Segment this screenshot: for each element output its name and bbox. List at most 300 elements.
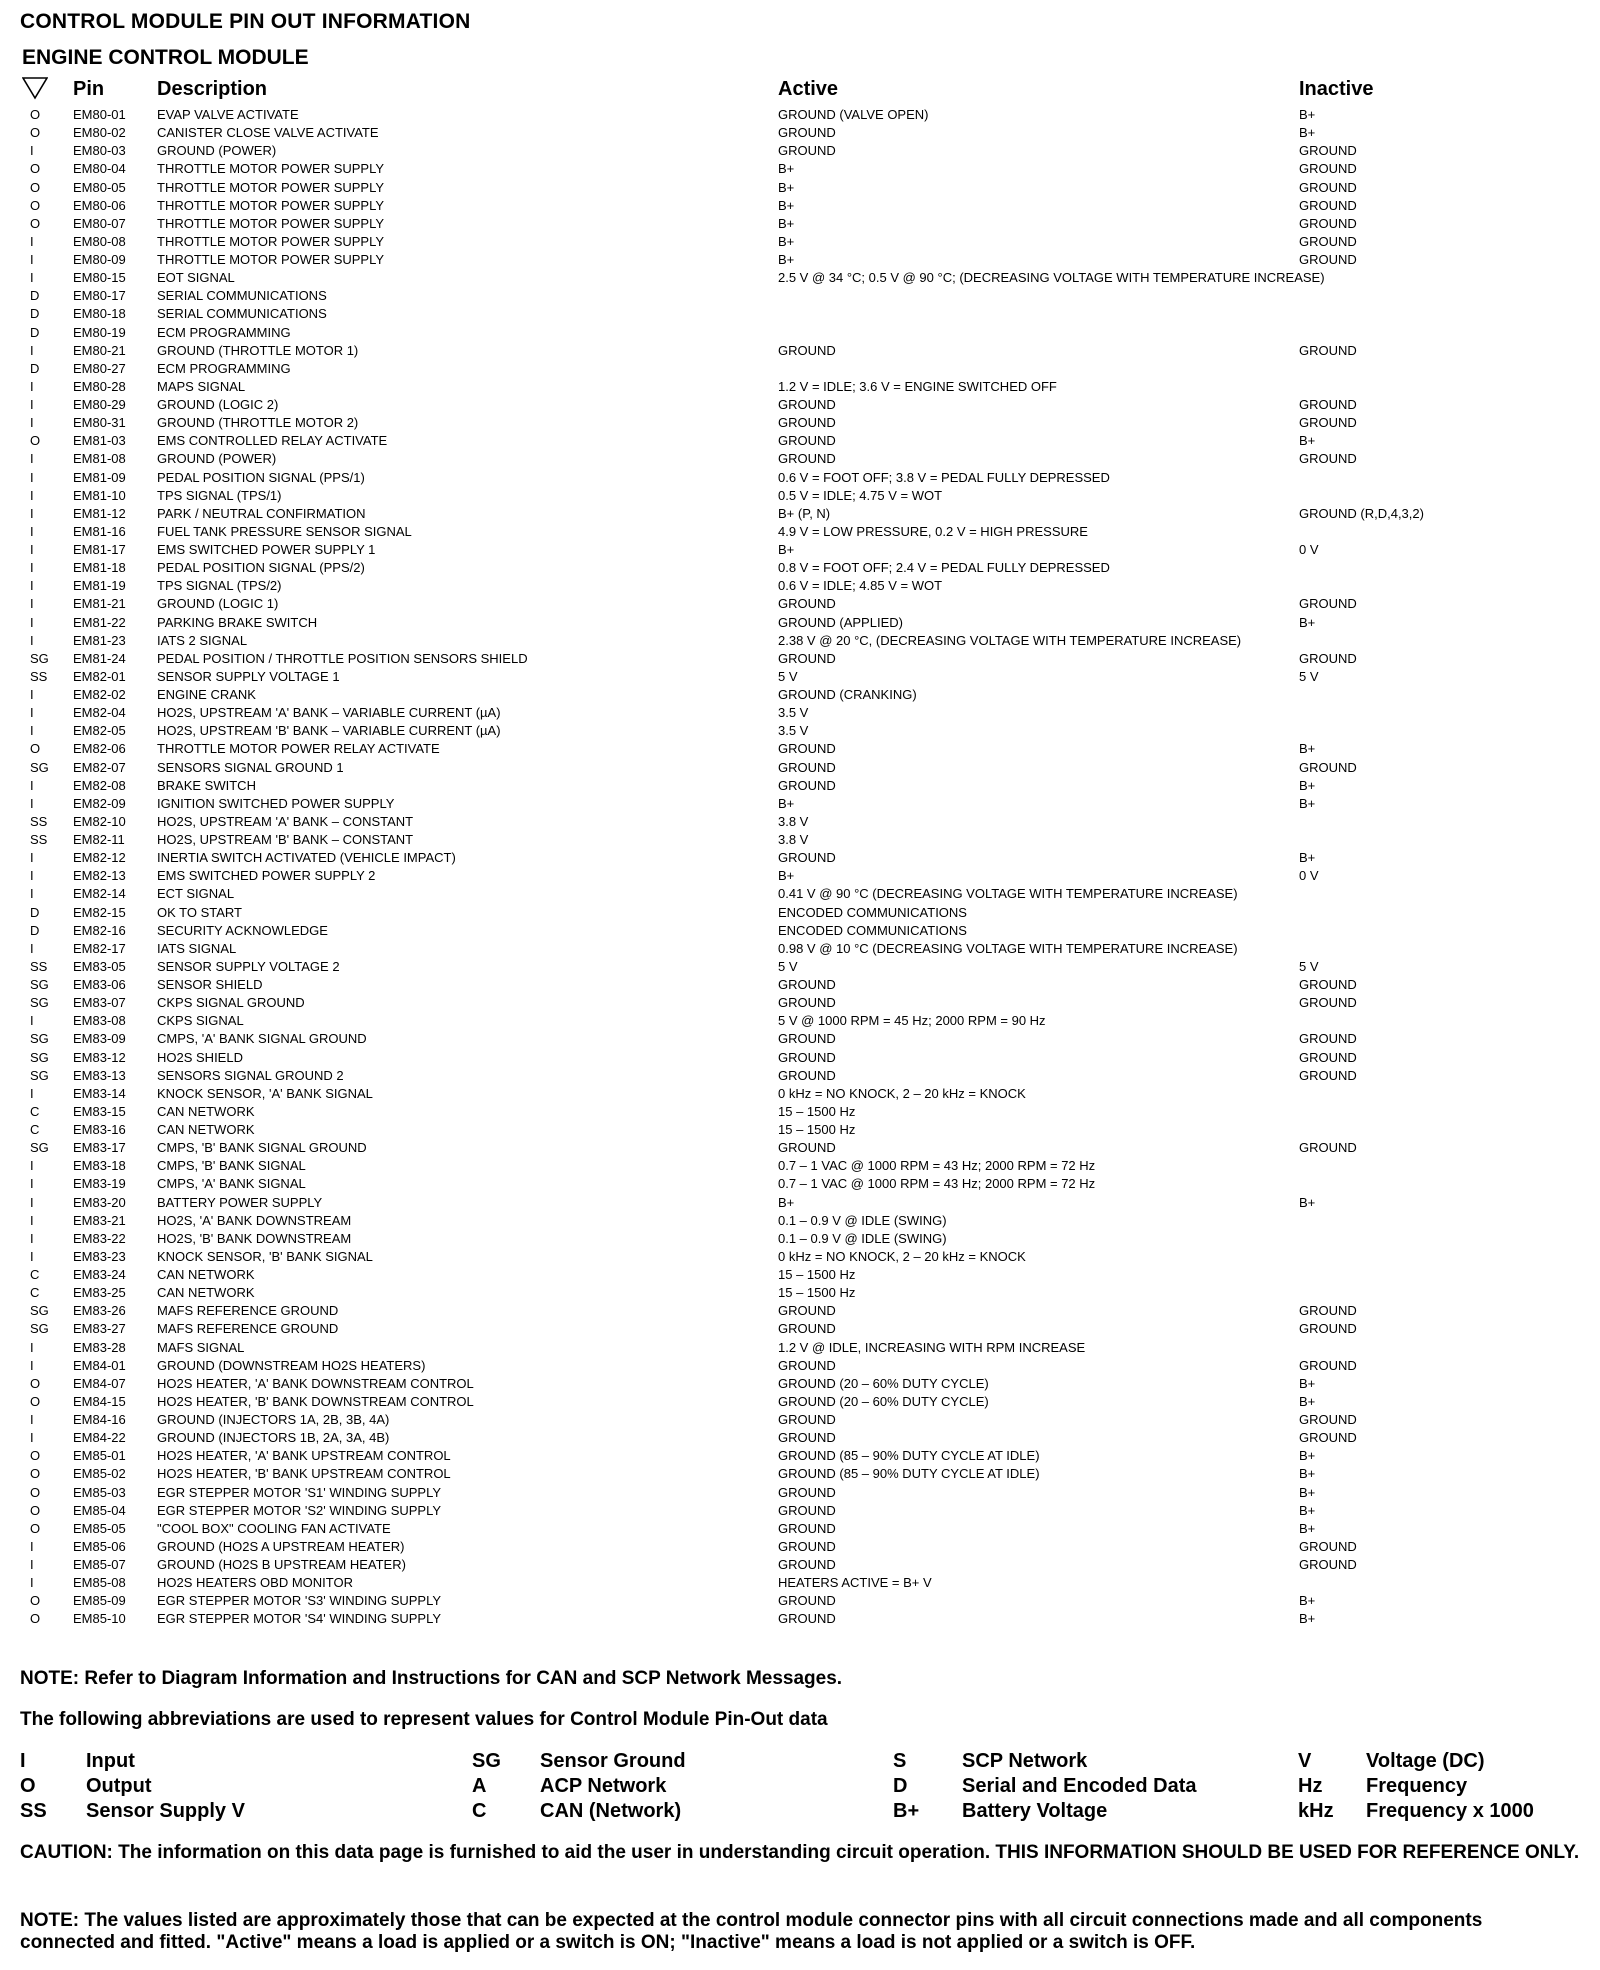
row-active: 0.1 – 0.9 V @ IDLE (SWING) — [778, 1230, 947, 1246]
row-pin: EM85-10 — [73, 1611, 126, 1627]
table-row — [0, 1520, 1600, 1538]
table-row — [0, 668, 1600, 686]
row-pin: EM83-09 — [73, 1031, 126, 1047]
row-type: SG — [30, 1321, 49, 1337]
row-active: GROUND — [778, 415, 836, 431]
abbrev-code: C — [472, 1800, 487, 1822]
table-row — [0, 1447, 1600, 1465]
row-active: GROUND — [778, 1067, 836, 1083]
row-type: I — [30, 614, 34, 630]
direction-triangle-icon — [22, 76, 48, 100]
row-description: KNOCK SENSOR, 'B' BANK SIGNAL — [157, 1248, 373, 1264]
row-description: ECT SIGNAL — [157, 886, 235, 902]
table-row — [0, 686, 1600, 704]
row-description: HO2S HEATER, 'A' BANK UPSTREAM CONTROL — [157, 1448, 451, 1464]
row-pin: EM80-21 — [73, 342, 126, 358]
row-description: BRAKE SWITCH — [157, 777, 256, 793]
row-inactive: B+ — [1299, 1520, 1316, 1536]
row-description: CMPS, 'B' BANK SIGNAL GROUND — [157, 1140, 367, 1156]
table-row — [0, 722, 1600, 740]
table-row — [0, 1375, 1600, 1393]
abbrev-meaning: CAN (Network) — [540, 1800, 682, 1822]
row-type: I — [30, 1248, 34, 1264]
row-pin: EM80-29 — [73, 397, 126, 412]
table-row — [0, 432, 1600, 450]
row-description: CMPS, 'A' BANK SIGNAL — [157, 1176, 306, 1192]
row-pin: EM83-19 — [73, 1176, 126, 1192]
row-pin: EM82-15 — [73, 904, 126, 920]
row-active: 0 kHz = NO KNOCK, 2 – 20 kHz = KNOCK — [778, 1085, 1026, 1101]
table-row — [0, 1248, 1600, 1266]
row-description: ENGINE CRANK — [157, 687, 256, 702]
row-type: I — [30, 596, 34, 612]
row-type: O — [30, 1593, 41, 1609]
row-type: O — [30, 1375, 41, 1391]
table-row — [0, 1465, 1600, 1483]
row-type: I — [30, 415, 34, 431]
row-inactive: B+ — [1299, 1466, 1316, 1482]
table-row — [0, 324, 1600, 342]
row-pin: EM82-07 — [73, 759, 126, 775]
table-row — [0, 1429, 1600, 1447]
row-type: I — [30, 469, 34, 485]
page-title: CONTROL MODULE PIN OUT INFORMATION — [20, 10, 471, 33]
row-pin: EM85-03 — [73, 1484, 126, 1500]
row-description: HO2S HEATERS OBD MONITOR — [157, 1575, 353, 1591]
table-row — [0, 1157, 1600, 1175]
row-description: GROUND (INJECTORS 1A, 2B, 3B, 4A) — [157, 1412, 390, 1427]
row-type: O — [30, 161, 41, 177]
table-row — [0, 305, 1600, 323]
row-active: GROUND — [778, 1049, 836, 1065]
row-type: I — [30, 505, 34, 521]
row-active: 0.8 V = FOOT OFF; 2.4 V = PEDAL FULLY DEPRESSED — [778, 560, 1110, 576]
table-row — [0, 595, 1600, 613]
row-inactive: 5 V — [1299, 958, 1319, 974]
row-pin: EM80-17 — [73, 288, 126, 304]
row-inactive: B+ — [1299, 433, 1316, 449]
abbrev-code: D — [893, 1775, 908, 1797]
row-inactive: GROUND — [1299, 977, 1357, 992]
row-inactive: B+ — [1299, 850, 1316, 866]
row-inactive: GROUND — [1299, 179, 1357, 195]
row-description: "COOL BOX" COOLING FAN ACTIVATE — [157, 1520, 391, 1536]
row-pin: EM83-08 — [73, 1013, 126, 1029]
row-pin: EM82-02 — [73, 687, 126, 702]
row-description: THROTTLE MOTOR POWER SUPPLY — [157, 197, 385, 213]
row-description: ECM PROGRAMMING — [157, 360, 291, 376]
row-type: I — [30, 777, 34, 793]
row-description: GROUND (POWER) — [157, 143, 277, 159]
row-pin: EM80-08 — [73, 233, 126, 249]
row-pin: EM83-20 — [73, 1194, 126, 1210]
row-active: GROUND — [778, 650, 836, 666]
row-description: CAN NETWORK — [157, 1267, 255, 1282]
table-row — [0, 1103, 1600, 1121]
row-inactive: B+ — [1299, 795, 1316, 811]
row-pin: EM85-06 — [73, 1538, 126, 1554]
row-description: PARKING BRAKE SWITCH — [157, 614, 318, 630]
row-type: I — [30, 687, 34, 702]
row-active: GROUND (VALVE OPEN) — [778, 107, 929, 122]
table-row — [0, 904, 1600, 922]
row-inactive: GROUND — [1299, 252, 1357, 267]
table-row — [0, 740, 1600, 758]
row-description: TPS SIGNAL (TPS/1) — [157, 487, 282, 503]
row-description: CAN NETWORK — [157, 1122, 255, 1137]
row-active: GROUND — [778, 342, 836, 358]
row-description: SECURITY ACKNOWLEDGE — [157, 922, 328, 938]
row-pin: EM80-05 — [73, 179, 126, 195]
row-inactive: GROUND — [1299, 197, 1357, 213]
row-pin: EM85-08 — [73, 1575, 126, 1591]
row-active: 1.2 V @ IDLE, INCREASING WITH RPM INCREASE — [778, 1339, 1086, 1355]
table-row — [0, 813, 1600, 831]
row-pin: EM82-13 — [73, 868, 126, 884]
row-type: SG — [30, 759, 49, 775]
abbrev-meaning: Voltage (DC) — [1366, 1750, 1485, 1772]
row-pin: EM80-19 — [73, 324, 126, 340]
row-description: GROUND (HO2S B UPSTREAM HEATER) — [157, 1557, 406, 1572]
pinout-table — [0, 106, 1600, 1629]
row-inactive: B+ — [1299, 1593, 1316, 1609]
row-type: I — [30, 542, 34, 557]
row-active: GROUND (20 – 60% DUTY CYCLE) — [778, 1393, 989, 1409]
row-type: I — [30, 523, 34, 539]
row-description: SENSOR SHIELD — [157, 977, 263, 992]
row-active: GROUND — [778, 1484, 836, 1500]
row-description: INERTIA SWITCH ACTIVATED (VEHICLE IMPACT) — [157, 850, 456, 866]
table-row — [0, 396, 1600, 414]
row-description: HO2S, UPSTREAM 'B' BANK – CONSTANT — [157, 832, 414, 847]
column-header-active: Active — [778, 78, 839, 100]
table-row — [0, 704, 1600, 722]
row-type: SS — [30, 832, 48, 847]
row-description: EGR STEPPER MOTOR 'S2' WINDING SUPPLY — [157, 1502, 442, 1518]
row-active: GROUND — [778, 1357, 836, 1373]
row-active: 4.9 V = LOW PRESSURE, 0.2 V = HIGH PRESSURE — [778, 523, 1088, 539]
row-pin: EM83-06 — [73, 977, 126, 992]
row-inactive: GROUND — [1299, 451, 1357, 467]
row-inactive: B+ — [1299, 125, 1316, 141]
table-row — [0, 1574, 1600, 1592]
table-row — [0, 1284, 1600, 1302]
abbrev-code: kHz — [1298, 1800, 1334, 1822]
row-inactive: GROUND — [1299, 397, 1357, 412]
row-description: HO2S HEATER, 'B' BANK UPSTREAM CONTROL — [157, 1466, 451, 1482]
abbrev-meaning: ACP Network — [540, 1775, 667, 1797]
row-inactive: B+ — [1299, 741, 1316, 757]
row-type: SS — [30, 813, 48, 829]
row-type: I — [30, 143, 34, 159]
row-pin: EM82-04 — [73, 705, 126, 721]
row-inactive: GROUND — [1299, 161, 1357, 177]
row-inactive: GROUND — [1299, 1140, 1357, 1156]
row-type: I — [30, 378, 34, 394]
row-type: I — [30, 1575, 34, 1591]
row-active: B+ (P, N) — [778, 505, 831, 521]
row-description: GROUND (HO2S A UPSTREAM HEATER) — [157, 1538, 405, 1554]
row-type: O — [30, 1466, 41, 1482]
table-row — [0, 1194, 1600, 1212]
row-type: I — [30, 451, 34, 467]
row-description: CAN NETWORK — [157, 1103, 255, 1119]
row-active: GROUND — [778, 1520, 836, 1536]
row-pin: EM80-07 — [73, 215, 126, 231]
row-active: GROUND — [778, 1031, 836, 1047]
row-pin: EM82-17 — [73, 940, 126, 956]
row-active: 2.38 V @ 20 °C, (DECREASING VOLTAGE WITH TEMPERATURE INCREASE) — [778, 632, 1242, 648]
row-pin: EM83-17 — [73, 1140, 126, 1156]
row-active: GROUND — [778, 1538, 836, 1554]
row-description: HO2S HEATER, 'A' BANK DOWNSTREAM CONTROL — [157, 1375, 474, 1391]
row-type: D — [30, 922, 40, 938]
abbrev-code: Hz — [1298, 1775, 1323, 1797]
row-active: GROUND — [778, 850, 836, 866]
row-active: 15 – 1500 Hz — [778, 1103, 856, 1119]
row-active: 0.5 V = IDLE; 4.75 V = WOT — [778, 487, 943, 503]
abbrev-code: SG — [472, 1750, 501, 1772]
row-description: CMPS, 'A' BANK SIGNAL GROUND — [157, 1031, 367, 1047]
row-active: GROUND — [778, 1321, 836, 1337]
table-row — [0, 994, 1600, 1012]
row-description: TPS SIGNAL (TPS/2) — [157, 578, 282, 594]
table-row — [0, 1175, 1600, 1193]
table-row — [0, 849, 1600, 867]
table-row — [0, 487, 1600, 505]
row-active: 15 – 1500 Hz — [778, 1122, 856, 1137]
row-pin: EM81-12 — [73, 505, 126, 521]
row-description: GROUND (DOWNSTREAM HO2S HEATERS) — [157, 1357, 426, 1373]
row-active: 2.5 V @ 34 °C; 0.5 V @ 90 °C; (DECREASING VOLTAGE WITH TEMPERATURE INCREASE) — [778, 270, 1325, 286]
row-pin: EM80-31 — [73, 415, 126, 431]
row-type: O — [30, 125, 41, 141]
table-row — [0, 940, 1600, 958]
row-active: GROUND (20 – 60% DUTY CYCLE) — [778, 1375, 989, 1391]
row-inactive: GROUND — [1299, 143, 1357, 159]
table-row — [0, 795, 1600, 813]
row-description: HO2S, 'B' BANK DOWNSTREAM — [157, 1230, 352, 1246]
row-pin: EM82-10 — [73, 813, 126, 829]
row-inactive: 0 V — [1299, 868, 1319, 884]
row-pin: EM82-09 — [73, 795, 126, 811]
table-row — [0, 1502, 1600, 1520]
table-row — [0, 759, 1600, 777]
row-pin: EM82-01 — [73, 668, 126, 684]
row-type: I — [30, 1176, 34, 1192]
row-inactive: GROUND — [1299, 759, 1357, 775]
abbrev-meaning: Input — [86, 1750, 135, 1772]
row-type: D — [30, 904, 40, 920]
row-description: SENSOR SUPPLY VOLTAGE 1 — [157, 668, 340, 684]
table-row — [0, 1012, 1600, 1030]
row-description: THROTTLE MOTOR POWER SUPPLY — [157, 161, 385, 177]
row-type: C — [30, 1267, 40, 1282]
row-description: BATTERY POWER SUPPLY — [157, 1194, 323, 1210]
row-active: GROUND (85 – 90% DUTY CYCLE AT IDLE) — [778, 1448, 1040, 1464]
abbreviations-intro: The following abbreviations are used to represent values for Control Module Pin-Out data — [20, 1709, 828, 1730]
row-type: I — [30, 1230, 34, 1246]
row-pin: EM83-27 — [73, 1321, 126, 1337]
row-pin: EM83-21 — [73, 1212, 126, 1228]
table-row — [0, 1484, 1600, 1502]
table-row — [0, 1357, 1600, 1375]
row-type: SG — [30, 1049, 49, 1065]
row-pin: EM83-14 — [73, 1085, 126, 1101]
row-pin: EM85-07 — [73, 1557, 126, 1572]
row-type: I — [30, 1557, 34, 1572]
row-active: GROUND — [778, 143, 836, 159]
row-active: GROUND — [778, 125, 836, 141]
abbrev-meaning: Battery Voltage — [962, 1800, 1108, 1822]
abbrev-code: B+ — [893, 1800, 920, 1822]
row-active: GROUND — [778, 995, 836, 1011]
row-type: I — [30, 560, 34, 576]
row-description: SERIAL COMMUNICATIONS — [157, 306, 327, 322]
table-row — [0, 1266, 1600, 1284]
table-row — [0, 958, 1600, 976]
row-pin: EM82-08 — [73, 777, 126, 793]
row-type: SG — [30, 977, 49, 992]
row-description: EGR STEPPER MOTOR 'S4' WINDING SUPPLY — [157, 1611, 442, 1627]
row-pin: EM80-01 — [73, 107, 126, 122]
row-description: THROTTLE MOTOR POWER SUPPLY — [157, 233, 385, 249]
table-row — [0, 106, 1600, 124]
row-pin: EM81-21 — [73, 596, 126, 612]
abbrev-code: V — [1298, 1750, 1312, 1772]
row-inactive: GROUND — [1299, 995, 1357, 1011]
row-inactive: GROUND (R,D,4,3,2) — [1299, 505, 1424, 521]
row-type: C — [30, 1122, 40, 1137]
table-row — [0, 867, 1600, 885]
row-active: 5 V — [778, 958, 798, 974]
abbrev-code: SS — [20, 1800, 47, 1822]
row-pin: EM82-06 — [73, 741, 126, 757]
row-active: GROUND — [778, 596, 836, 612]
row-type: O — [30, 1611, 41, 1627]
row-description: PARK / NEUTRAL CONFIRMATION — [157, 505, 366, 521]
row-inactive: GROUND — [1299, 1067, 1357, 1083]
table-row — [0, 1121, 1600, 1139]
row-active: B+ — [778, 868, 795, 884]
row-type: I — [30, 1339, 34, 1355]
row-pin: EM82-14 — [73, 886, 126, 902]
row-inactive: GROUND — [1299, 342, 1357, 358]
row-type: O — [30, 1520, 41, 1536]
row-type: C — [30, 1103, 40, 1119]
row-active: B+ — [778, 161, 795, 177]
row-pin: EM80-04 — [73, 161, 126, 177]
row-type: I — [30, 886, 34, 902]
row-type: I — [30, 1538, 34, 1554]
row-pin: EM80-06 — [73, 197, 126, 213]
row-inactive: GROUND — [1299, 1321, 1357, 1337]
row-active: GROUND — [778, 397, 836, 412]
row-inactive: B+ — [1299, 1194, 1316, 1210]
row-inactive: B+ — [1299, 777, 1316, 793]
row-pin: EM81-18 — [73, 560, 126, 576]
row-type: O — [30, 433, 41, 449]
row-type: I — [30, 270, 34, 286]
row-active: B+ — [778, 197, 795, 213]
row-description: SERIAL COMMUNICATIONS — [157, 288, 327, 304]
table-row — [0, 1067, 1600, 1085]
row-type: O — [30, 179, 41, 195]
row-type: O — [30, 1502, 41, 1518]
table-row — [0, 777, 1600, 795]
table-row — [0, 378, 1600, 396]
row-type: I — [30, 850, 34, 866]
row-pin: EM81-17 — [73, 542, 126, 557]
row-pin: EM81-19 — [73, 578, 126, 594]
row-inactive: B+ — [1299, 1611, 1316, 1627]
row-pin: EM83-23 — [73, 1248, 126, 1264]
row-active: GROUND — [778, 433, 836, 449]
row-active: 15 – 1500 Hz — [778, 1285, 856, 1301]
row-active: B+ — [778, 795, 795, 811]
row-active: GROUND — [778, 451, 836, 467]
row-description: EMS SWITCHED POWER SUPPLY 1 — [157, 542, 376, 557]
row-inactive: GROUND — [1299, 1303, 1357, 1319]
row-active: GROUND — [778, 1593, 836, 1609]
row-active: 3.5 V — [778, 705, 809, 721]
row-type: D — [30, 324, 40, 340]
row-inactive: GROUND — [1299, 415, 1357, 431]
abbrev-meaning: Sensor Ground — [540, 1750, 686, 1772]
row-pin: EM83-05 — [73, 958, 126, 974]
row-type: I — [30, 252, 34, 267]
row-type: I — [30, 795, 34, 811]
abbrev-meaning: Sensor Supply V — [86, 1800, 245, 1822]
row-inactive: B+ — [1299, 1393, 1316, 1409]
row-description: GROUND (THROTTLE MOTOR 2) — [157, 415, 359, 431]
row-pin: EM85-09 — [73, 1593, 126, 1609]
abbrev-code: A — [472, 1775, 487, 1797]
row-active: 3.5 V — [778, 723, 809, 739]
row-pin: EM81-23 — [73, 632, 126, 648]
row-pin: EM85-01 — [73, 1448, 126, 1464]
network-note: NOTE: Refer to Diagram Information and Instructions for CAN and SCP Network Messages. — [20, 1668, 843, 1689]
row-type: I — [30, 1158, 34, 1174]
abbrev-code: O — [20, 1775, 36, 1797]
row-pin: EM81-08 — [73, 451, 126, 467]
table-row — [0, 650, 1600, 668]
row-pin: EM83-25 — [73, 1285, 126, 1301]
row-type: D — [30, 288, 40, 304]
row-active: 0.98 V @ 10 °C (DECREASING VOLTAGE WITH TEMPERATURE INCREASE) — [778, 940, 1238, 956]
row-description: MAFS SIGNAL — [157, 1339, 245, 1355]
row-pin: EM85-02 — [73, 1466, 126, 1482]
row-description: PEDAL POSITION / THROTTLE POSITION SENSORS SHIELD — [157, 650, 528, 666]
row-type: SS — [30, 958, 48, 974]
row-inactive: B+ — [1299, 1502, 1316, 1518]
row-type: SG — [30, 650, 49, 666]
row-inactive: GROUND — [1299, 1031, 1357, 1047]
row-description: IGNITION SWITCHED POWER SUPPLY — [157, 795, 395, 811]
row-description: EVAP VALVE ACTIVATE — [157, 107, 299, 122]
table-row — [0, 1339, 1600, 1357]
row-pin: EM80-03 — [73, 143, 126, 159]
row-type: I — [30, 705, 34, 721]
abbrev-meaning: SCP Network — [962, 1750, 1088, 1772]
row-active: B+ — [778, 542, 795, 557]
row-pin: EM83-28 — [73, 1339, 126, 1355]
row-pin: EM83-18 — [73, 1158, 126, 1174]
table-row — [0, 632, 1600, 650]
row-description: SENSORS SIGNAL GROUND 2 — [157, 1067, 344, 1083]
table-row — [0, 1049, 1600, 1067]
column-header-description: Description — [157, 78, 268, 100]
